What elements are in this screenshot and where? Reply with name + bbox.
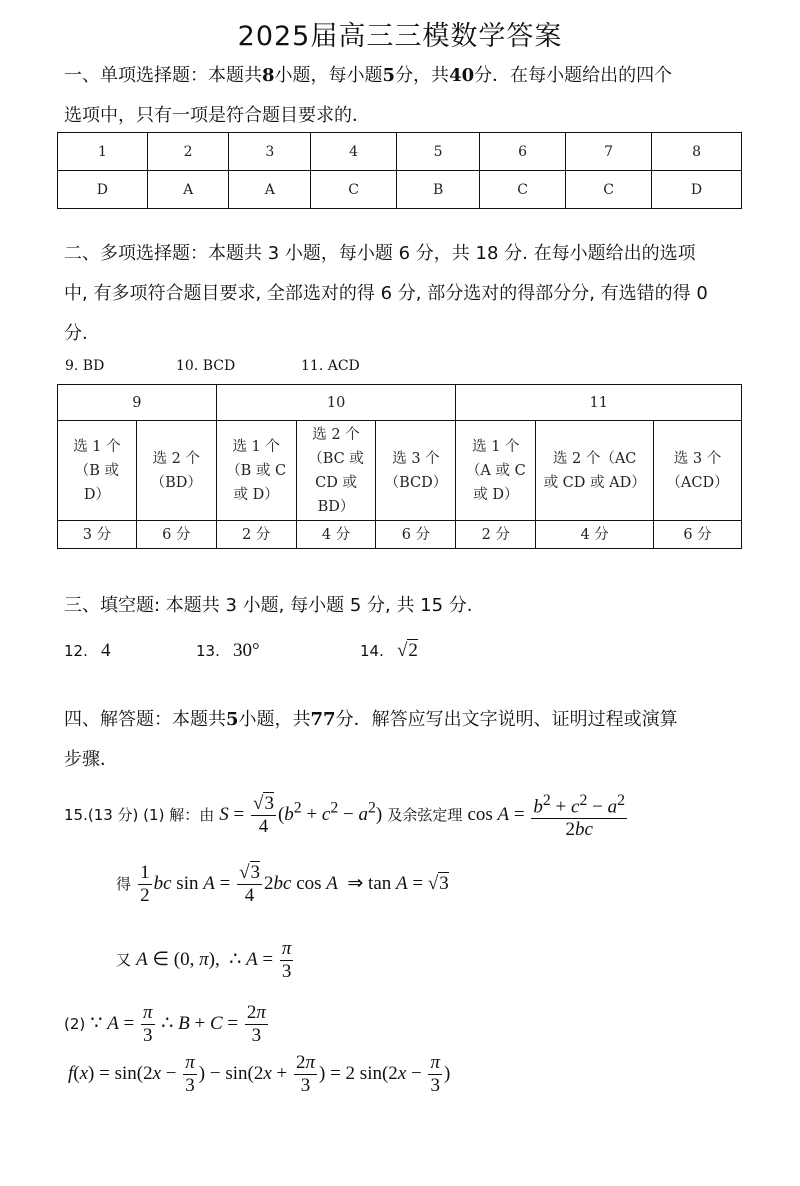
answer-table-single (57, 132, 742, 209)
cell-line: 选 3 个 (392, 450, 440, 467)
item-num: 12. (64, 642, 88, 660)
score-cell: 2 分 (216, 521, 296, 549)
table-cell: 6 (480, 133, 566, 171)
cell-line: （ACD） (666, 474, 729, 491)
score-cell: 6 分 (136, 521, 216, 549)
s4-total: 77 (310, 709, 336, 730)
group-header: 9 (58, 385, 217, 421)
cell-line: 选 1 个 (472, 438, 520, 455)
cell-line: CD 或 (315, 474, 357, 491)
cell-line: BD） (317, 498, 355, 515)
answer-table-multi (57, 384, 742, 549)
s4-b: 小题，共 (238, 709, 311, 730)
table-cell: A (229, 171, 311, 209)
q15-part2-line1 (64, 1002, 270, 1047)
s1-d: 分．在每小题给出的四个 (474, 65, 673, 86)
item-answer: 30° (232, 640, 260, 661)
angle-sum: ∵ A = $\frac{\pi}{3}$ ∴ B + C = $\frac{2\pi}{3}$ (90, 1002, 266, 1046)
answer-9: 9. BD (65, 358, 105, 374)
table-row (58, 385, 742, 421)
group-header: 10 (216, 385, 456, 421)
section3-heading: 三、填空题: 本题共 3 小题, 每小题 5 分, 共 15 分. (64, 595, 473, 616)
angle-result: A ∈ (0, π), ∴ A = $\frac{\pi}{3}$ (136, 938, 292, 982)
table-cell: A (147, 171, 229, 209)
cell-line: 或 D） (233, 486, 279, 503)
section1-line1 (64, 56, 744, 96)
section1-text (64, 56, 744, 136)
table-row (58, 171, 742, 209)
section4-line2: 步骤． (64, 749, 118, 770)
option-cell (58, 421, 137, 521)
cell-line: 或 CD 或 AD） (543, 474, 646, 491)
cell-line: D） (83, 486, 110, 503)
option-cell (376, 421, 456, 521)
cell-line: 选 3 个 (673, 450, 722, 467)
table-cell: D (58, 171, 148, 209)
option-cell (296, 421, 376, 521)
option-cell (136, 421, 216, 521)
score-cell: 6 分 (654, 521, 742, 549)
q15-part2-label: (2) (64, 1014, 86, 1033)
cell-line: （BD） (150, 474, 202, 491)
cos-law-text: 及余弦定理 (387, 806, 463, 825)
fill-item-13 (196, 640, 260, 662)
table-row (58, 133, 742, 171)
s1-b: 小题，每小题 (274, 65, 383, 86)
table-cell: 2 (147, 133, 229, 171)
group-header: 11 (456, 385, 742, 421)
fill-item-14: 14. √2 (360, 640, 418, 661)
score-cell: 3 分 (58, 521, 137, 549)
section2-line1: 二、多项选择题：本题共 3 小题，每小题 6 分，共 18 分. 在每小题给出的选项 (64, 243, 696, 264)
table-cell: D (652, 171, 742, 209)
section2-line2: 中, 有多项符合题目要求, 全部选对的得 6 分, 部分选对的得部分分, 有选错的得 0 (64, 283, 708, 304)
cell-line: （BC 或 (308, 450, 364, 467)
item-answer: 2 (408, 640, 418, 661)
cell-line: 选 2 个 (152, 450, 201, 467)
cell-line: 选 1 个 (73, 438, 121, 455)
option-cell (654, 421, 742, 521)
s4-a: 四、解答题：本题共 (64, 709, 226, 730)
q15-you: 又 (116, 950, 132, 969)
cell-line: 选 2 个 (312, 426, 360, 443)
table-cell: 1 (58, 133, 148, 171)
s1-per: 5 (382, 65, 396, 86)
item-num: 13. (196, 642, 220, 660)
fill-item-12 (64, 640, 110, 662)
s4-c: 分．解答应写出文字说明、证明过程或演算 (335, 709, 678, 730)
cell-line: （B 或 C (226, 462, 287, 479)
score-cell: 6 分 (376, 521, 456, 549)
s1-count: 8 (262, 65, 275, 86)
q15-label: 15.(13 分) (1) 解：由 (64, 806, 215, 825)
section2-line3: 分. (64, 323, 88, 344)
item-num: 14. (360, 642, 384, 660)
q15-line3 (116, 938, 295, 983)
page-title: 2025届高三三模数学答案 (237, 21, 563, 52)
cell-line: 或 D） (473, 486, 519, 503)
s4-count: 5 (226, 709, 239, 730)
q15-de: 得 (116, 874, 132, 893)
q15-part2-line2 (68, 1052, 450, 1097)
f-expression: f(x) = sin(2x − $\frac{\pi}{3}$ ) − sin(2x + $\frac{2\pi}{3}$ ) = 2 sin(2x − $\frac{\pi}{3}$ ) (68, 1052, 451, 1096)
score-cell: 4 分 (536, 521, 654, 549)
s1-c: 分，共 (395, 65, 450, 86)
tan-derivation: $\frac{1}{2}$ bc sin A = $\frac{√3}{4}$ 2bc cos A ⇒ tan A = √3 (140, 862, 449, 906)
section1-line2: 选项中，只有一项是符合题目要求的． (64, 105, 370, 126)
table-cell: 5 (397, 133, 480, 171)
table-cell: C (311, 171, 397, 209)
area-formula: S = $\frac{√3}{4}$ $(b^2 + c^2 - a^2)$ (219, 793, 383, 838)
cos-law-formula: cos A = $\frac{b^2 + c^2 - a^2}{2bc}$ (467, 792, 625, 841)
q15-line2 (116, 862, 449, 907)
option-cell (216, 421, 296, 521)
table-cell: B (397, 171, 480, 209)
table-row (58, 421, 742, 521)
table-cell: 8 (652, 133, 742, 171)
table-cell: 7 (566, 133, 652, 171)
section4-line1 (64, 700, 744, 740)
q15-line1 (64, 790, 629, 841)
option-cell (456, 421, 536, 521)
section2-text (64, 234, 744, 354)
cell-line: 选 2 个（AC (552, 450, 637, 467)
answer-11: 11. ACD (301, 358, 360, 374)
section4-text (64, 700, 744, 780)
score-cell: 2 分 (456, 521, 536, 549)
cell-line: 选 1 个 (232, 438, 280, 455)
cell-line: （BCD） (384, 474, 448, 491)
score-cell: 4 分 (296, 521, 376, 549)
cell-line: （B 或 (74, 462, 120, 479)
s1-total: 40 (449, 65, 475, 86)
answer-10: 10. BCD (176, 358, 236, 374)
table-cell: 3 (229, 133, 311, 171)
table-row (58, 521, 742, 549)
table-cell: C (480, 171, 566, 209)
item-answer: 4 (100, 640, 111, 661)
table-cell: 4 (311, 133, 397, 171)
table-cell: C (566, 171, 652, 209)
s1-a: 一、单项选择题：本题共 (64, 65, 262, 86)
option-cell (536, 421, 654, 521)
cell-line: （A 或 C (465, 462, 526, 479)
